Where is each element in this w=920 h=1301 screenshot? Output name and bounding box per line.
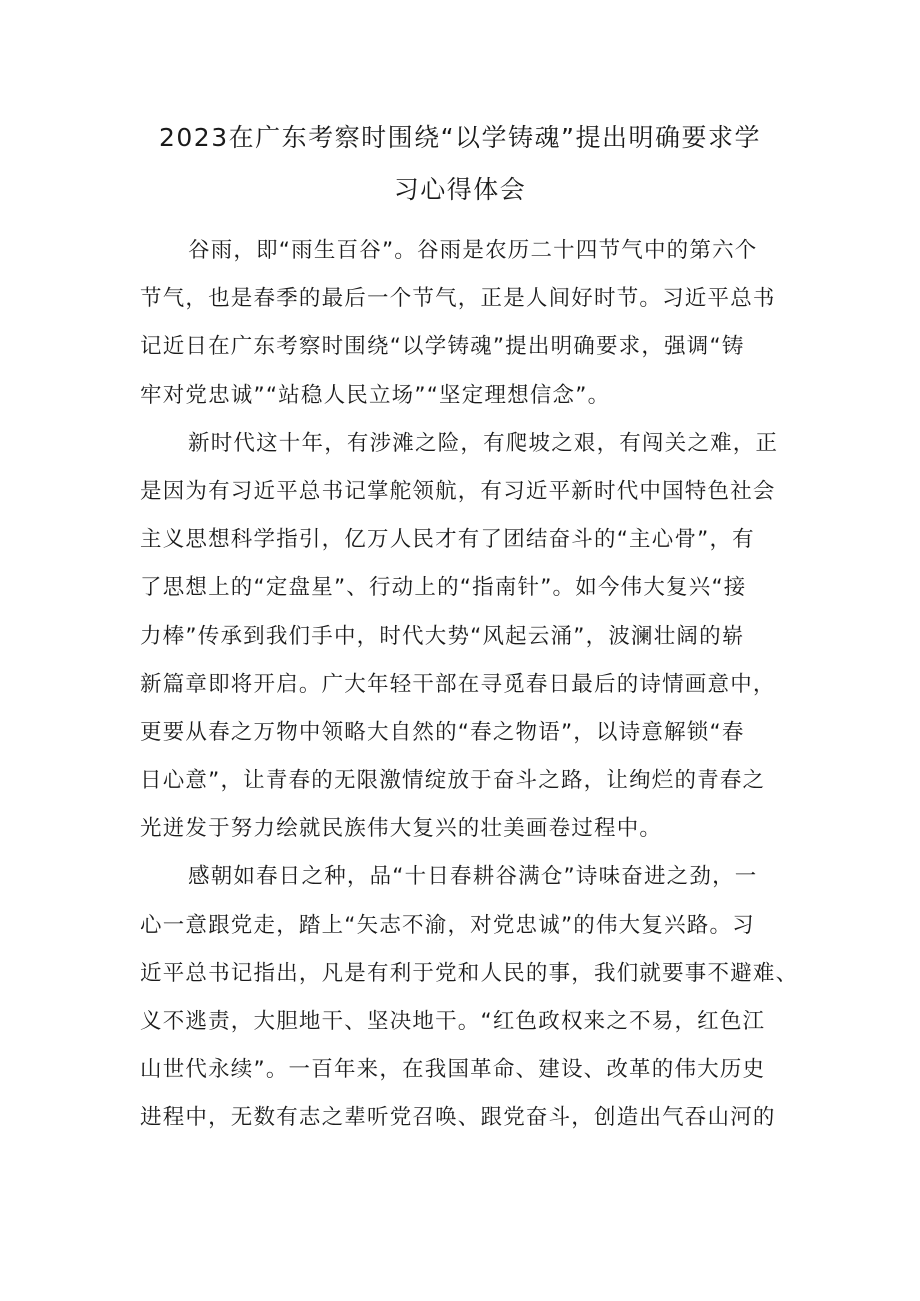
- paragraph-2: [140, 420, 800, 854]
- title-line-2: 习心得体会: [393, 175, 527, 204]
- text-line: 更要从春之万物中领略大自然的“春之物语”，以诗意解锁“春: [140, 719, 745, 745]
- text-line: 节气，也是春季的最后一个节气，正是人间好时节。习近平总书: [140, 286, 776, 312]
- text-line: 近平总书记指出，凡是有利于党和人民的事，我们就要事不避难、: [140, 960, 799, 986]
- document-body: [140, 227, 800, 1143]
- text-line: 日心意”，让青春的无限激情绽放于奋斗之路，让绚烂的青春之: [140, 768, 766, 794]
- text-line: 是因为有习近平总书记掌舵领航，有习近平新时代中国特色社会: [140, 478, 776, 504]
- text-line: 感朝如春日之种，品“十日春耕谷满仓”诗味奋进之劲，一: [188, 864, 758, 890]
- paragraph-3: [140, 853, 800, 1142]
- text-line: 谷雨，即“雨生百谷”。谷雨是农历二十四节气中的第六个: [188, 238, 758, 263]
- text-line: 了思想上的“定盘星”、行动上的“指南针”。如今伟大复兴“接: [140, 575, 747, 601]
- title-line-1: 2023在广东考察时围绕“以学铸魂”提出明确要求学: [158, 123, 762, 152]
- text-line: 记近日在广东考察时围绕“以学铸魂”提出明确要求，强调“铸: [140, 334, 745, 360]
- text-line: 力棒”传承到我们手中，时代大势“风起云涌”，波澜壮阔的崭: [140, 623, 745, 649]
- text-line: 牢对党忠诚”“站稳人民立场”“坚定理想信念”。: [140, 382, 611, 408]
- text-line: 心一意跟党走，踏上“矢志不渝，对党忠诚”的伟大复兴路。习: [140, 912, 755, 938]
- text-line: 山世代永续”。一百年来，在我国革命、建设、改革的伟大历史: [140, 1057, 766, 1083]
- paragraph-1: [140, 227, 800, 420]
- text-line: 进程中，无数有志之辈听党召唤、跟党奋斗，创造出气吞山河的: [140, 1105, 776, 1131]
- text-line: 主义思想科学指引，亿万人民才有了团结奋斗的“主心骨”，有: [140, 527, 755, 553]
- text-line: 光迸发于努力绘就民族伟大复兴的壮美画卷过程中。: [140, 816, 663, 842]
- document-title: [120, 112, 800, 216]
- text-line: 义不逃责，大胆地干、坚决地干。“红色政权来之不易，红色江: [140, 1009, 766, 1034]
- text-line: 新篇章即将开启。广大年轻干部在寻觅春日最后的诗情画意中，: [140, 671, 776, 697]
- text-line: 新时代这十年，有涉滩之险，有爬坡之艰，有闯关之难，正: [188, 430, 779, 456]
